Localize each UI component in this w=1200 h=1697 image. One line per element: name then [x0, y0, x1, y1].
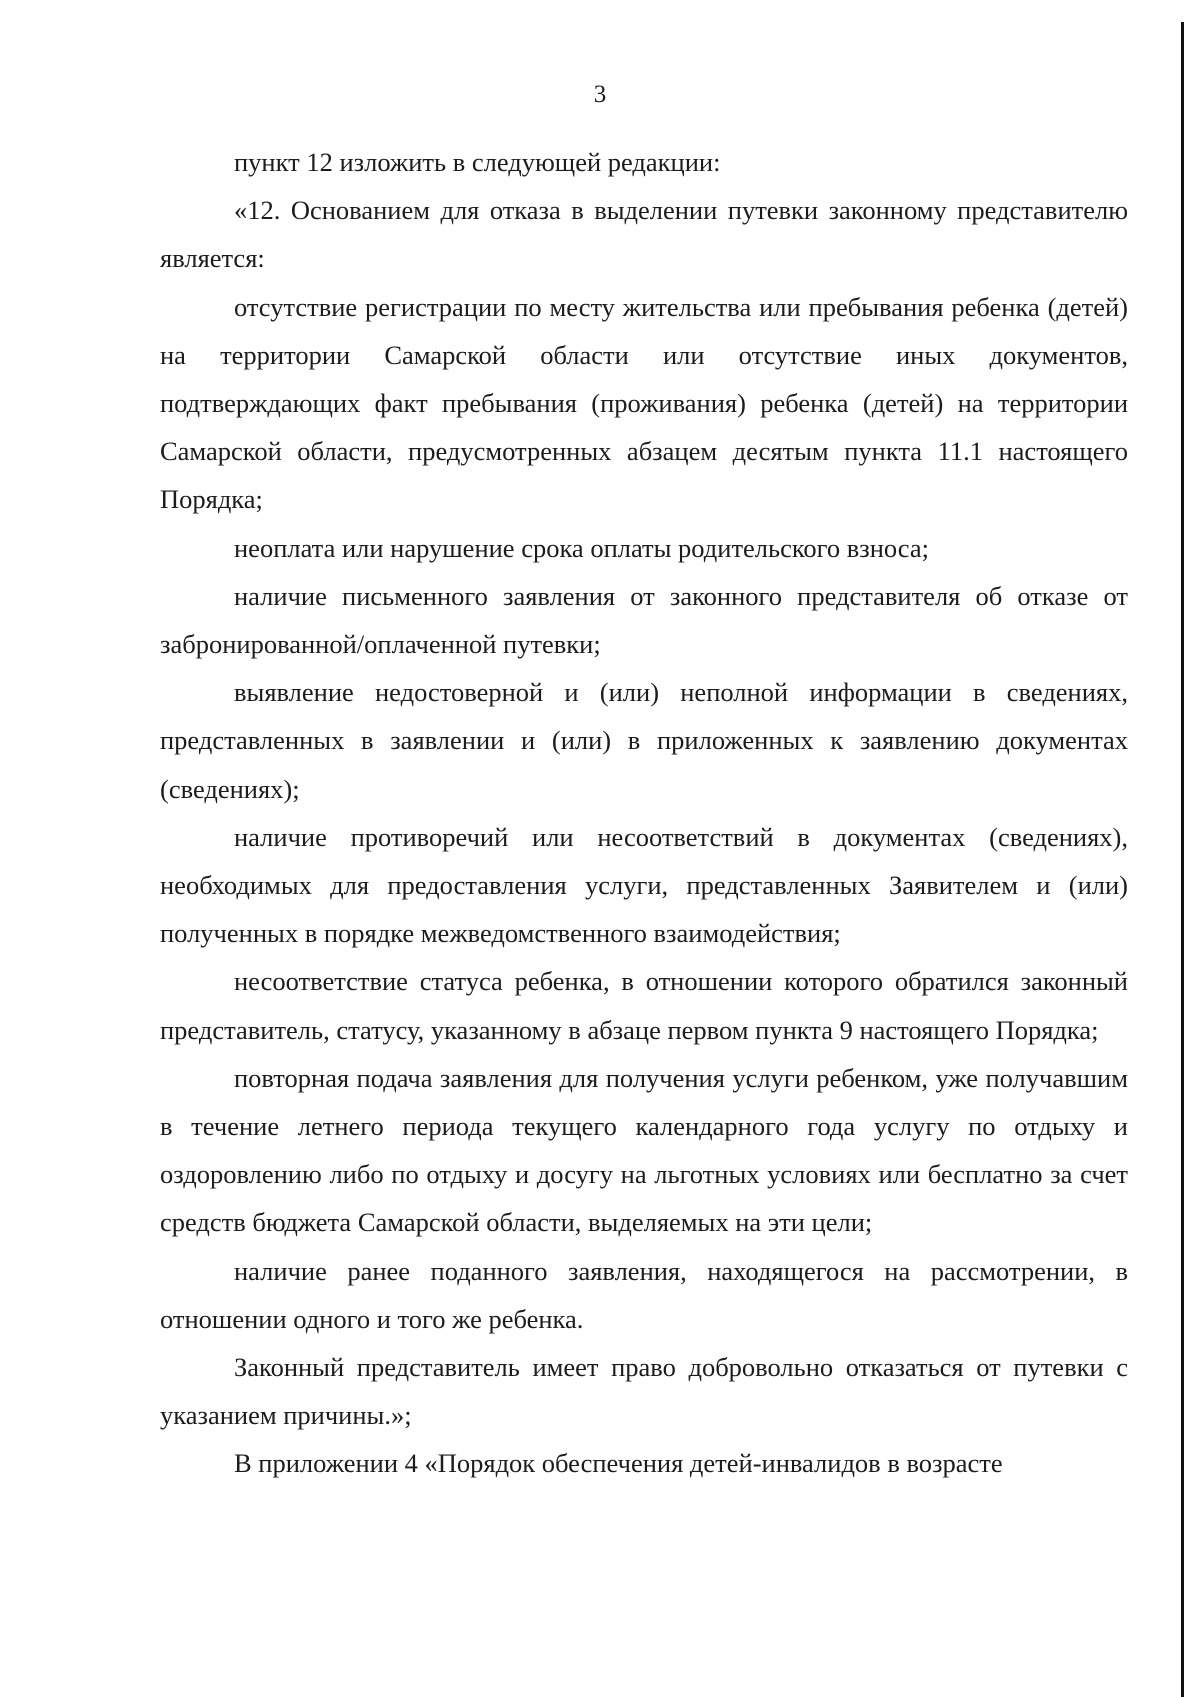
paragraph-written-refusal: наличие письменного заявления от законного представителя об отказе от забронированной/оплаченной путевки; [160, 580, 1128, 660]
paragraph-amendment-intro: пункт 12 изложить в следующей редакции: [234, 147, 721, 177]
paragraph-no-registration: отсутствие регистрации по месту жительства или пребывания ребенка (детей) на территории Самарской области или отсутствие иных документов, подтверждающих факт пребывания (проживания) ребенка (детей) на территории Самарской области, предусмотренных абзацем десятым пункта 11.1 настоящего Порядка; [160, 291, 1128, 515]
paragraph-status-mismatch: несоответствие статуса ребенка, в отношении которого обратился законный представитель, статусу, указанному в абзаце первом пункта 9 настоящего Порядка; [160, 966, 1128, 1045]
paragraph-contradictions: наличие противоречий или несоответствий в документах (сведениях), необходимых для предоставления услуги, представленных Заявителем и (или) полученных в порядке межведомственного взаимодействия; [160, 821, 1128, 949]
paragraph-voluntary-refusal: Законный представитель имеет право добровольно отказаться от путевки с указанием причины.»; [160, 1352, 1128, 1431]
paragraph-repeat-application: повторная подача заявления для получения услуги ребенком, уже получавшим в течение летнего периода текущего календарного года услугу по отдыху и оздоровлению либо по отдыху и досугу на льготных условиях или бесплатно за счет средств бюджета Самарской области, выделяемых на эти цели; [160, 1062, 1128, 1238]
document-body [160, 138, 1128, 1488]
paragraph-non-payment: неоплата или нарушение срока оплаты родительского взноса; [234, 532, 930, 563]
paragraph-pending-application: наличие ранее поданного заявления, находящегося на рассмотрении, в отношении одного и того же ребенка. [160, 1255, 1128, 1334]
page-number: 3 [593, 81, 607, 108]
paragraph-appendix-4: В приложении 4 «Порядок обеспечения детей-инвалидов в возрасте [234, 1448, 1003, 1479]
right-margin-rule [1181, 22, 1184, 1697]
paragraph-unreliable-info: выявление недостоверной и (или) неполной информации в сведениях, представленных в заявлении и (или) в приложенных к заявлению документах (сведениях); [160, 677, 1128, 804]
paragraph-clause-12-heading: «12. Основанием для отказа в выделении путевки законному представителю является: [160, 195, 1128, 274]
